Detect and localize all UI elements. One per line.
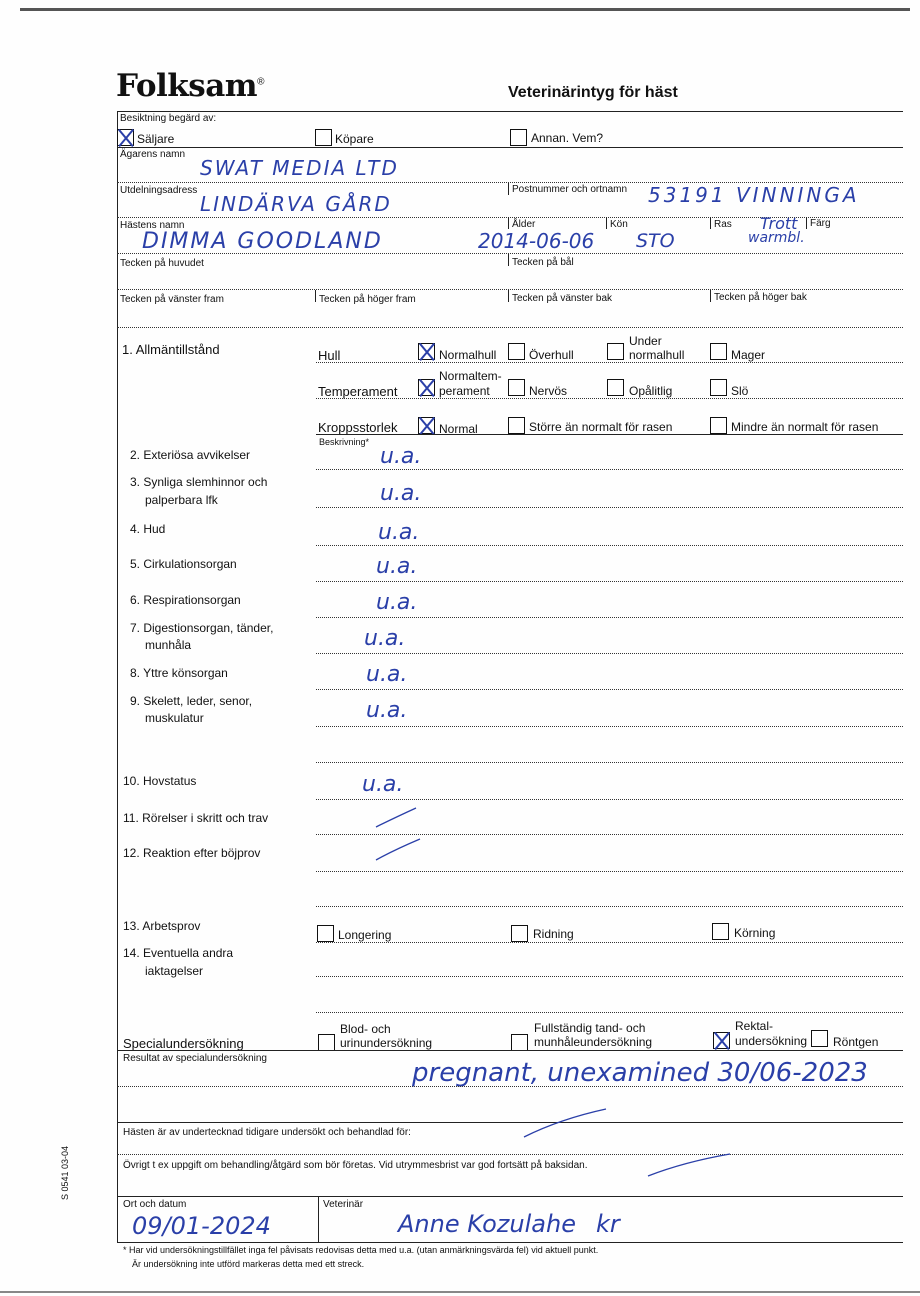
rectal-label: Rektal-	[735, 1019, 774, 1033]
row-line	[316, 799, 903, 800]
dental-checkbox[interactable]	[511, 1034, 528, 1051]
hull-label: Hull	[318, 348, 341, 363]
row-line	[316, 507, 903, 508]
row-line	[316, 545, 903, 546]
undernormalhull-checkbox[interactable]	[607, 343, 624, 360]
saljare-checkbox[interactable]	[117, 129, 134, 146]
general-heading: 1. Allmäntillstånd	[122, 342, 220, 357]
row-line	[316, 362, 903, 363]
row-line	[316, 726, 903, 727]
row-line	[117, 289, 903, 290]
age-label: Ålder	[512, 219, 536, 230]
section-9-label2: muskulatur	[145, 711, 204, 725]
bottom-edge-line	[0, 1291, 920, 1293]
kroppsstorlek-label: Kroppsstorlek	[318, 420, 398, 435]
postal-value[interactable]: 53191 VINNINGA	[648, 183, 860, 207]
section-8-label: 8. Yttre könsorgan	[130, 666, 228, 680]
row-line	[316, 871, 903, 872]
head-markings-label: Tecken på huvudet	[120, 258, 204, 269]
normal-size-checkbox[interactable]	[418, 417, 435, 434]
other-obs-label: 14. Eventuella andra	[123, 946, 234, 960]
top-edge-line	[20, 8, 910, 11]
row-line	[117, 1242, 903, 1243]
arbetsprov-label: 13. Arbetsprov	[123, 919, 201, 933]
slo-checkbox[interactable]	[710, 379, 727, 396]
row-line	[117, 147, 903, 148]
divider	[508, 217, 509, 229]
row-line	[316, 906, 903, 907]
section-9-label: 9. Skelett, leder, senor,	[130, 694, 253, 708]
age-value[interactable]: 2014-06-06	[478, 229, 595, 253]
annan-label: Annan. Vem?	[531, 131, 604, 145]
row-line	[316, 942, 903, 943]
korning-label: Körning	[734, 926, 776, 940]
kopare-checkbox[interactable]	[315, 129, 332, 146]
dash-stroke-11	[372, 805, 420, 831]
ridning-label: Ridning	[533, 927, 574, 941]
normal-size-label: Normal	[439, 422, 478, 436]
blood-urine-checkbox[interactable]	[318, 1034, 335, 1051]
section-4-label: 4. Hud	[130, 522, 166, 536]
oral-label: munhåleundersökning	[534, 1035, 653, 1049]
section-4-value[interactable]: u.a.	[378, 520, 420, 545]
rectal-checkbox[interactable]	[713, 1032, 730, 1049]
dash-stroke-previous	[520, 1105, 610, 1141]
breed-value-2[interactable]: warmbl.	[748, 230, 805, 246]
section-7-value[interactable]: u.a.	[364, 626, 406, 651]
vet-signature: Anne Kozulahe kr	[398, 1210, 620, 1238]
row-line	[316, 1012, 903, 1013]
row-line	[316, 581, 903, 582]
ridning-checkbox[interactable]	[511, 925, 528, 942]
besiktning-label: Besiktning begärd av:	[120, 113, 217, 124]
section-11-label: 11. Rörelser i skritt och trav	[123, 811, 269, 825]
mager-checkbox[interactable]	[710, 343, 727, 360]
row-line	[316, 398, 903, 399]
result-label: Resultat av specialundersökning	[123, 1053, 267, 1064]
section-5-label: 5. Cirkulationsorgan	[130, 557, 237, 571]
row-line	[316, 434, 903, 435]
row-line	[117, 327, 903, 328]
left-back-label: Tecken på vänster bak	[512, 293, 613, 304]
perament-label: perament	[439, 384, 490, 398]
overhull-label: Överhull	[529, 348, 574, 362]
normalhull-checkbox[interactable]	[418, 343, 435, 360]
divider	[315, 290, 316, 302]
longering-checkbox[interactable]	[317, 925, 334, 942]
place-date-value[interactable]: 09/01-2024	[132, 1212, 271, 1240]
row-line	[316, 469, 903, 470]
right-back-label: Tecken på höger bak	[714, 292, 807, 303]
rontgen-label: Röntgen	[833, 1035, 879, 1049]
normaltemp-label: Normaltem-	[439, 369, 502, 383]
section-2-label: 2. Exteriösa avvikelser	[130, 448, 251, 462]
saljare-label: Säljare	[137, 132, 175, 146]
folksam-logo: Folksam®	[116, 68, 264, 104]
address-value[interactable]: LINDÄRVA GÅRD	[200, 192, 392, 216]
form-title: Veterinärintyg för häst	[508, 84, 678, 101]
rontgen-checkbox[interactable]	[811, 1030, 828, 1047]
longering-label: Longering	[338, 928, 392, 942]
larger-label: Större än normalt för rasen	[529, 420, 673, 434]
smaller-label: Mindre än normalt för rasen	[731, 420, 879, 434]
opalitlig-label: Opålitlig	[629, 384, 673, 398]
footnote-line2: Är undersökning inte utförd markeras detta med ett streck.	[132, 1259, 365, 1269]
divider	[508, 254, 509, 266]
section-6-value[interactable]: u.a.	[376, 590, 418, 615]
dash-stroke-12	[372, 836, 424, 864]
row-line	[316, 762, 903, 763]
section-3-label2: palperbara lfk	[145, 493, 218, 507]
nervos-label: Nervös	[529, 384, 568, 398]
section-2-value[interactable]: u.a.	[380, 444, 422, 469]
section-7-label2: munhåla	[145, 638, 192, 652]
section-12-label: 12. Reaktion efter böjprov	[123, 846, 261, 860]
section-9-value[interactable]: u.a.	[366, 698, 408, 723]
overhull-checkbox[interactable]	[508, 343, 525, 360]
section-10-label: 10. Hovstatus	[123, 774, 197, 788]
frame-top	[117, 111, 903, 112]
dash-stroke-ovrigt	[644, 1150, 734, 1180]
row-line	[117, 1050, 903, 1051]
row-line	[117, 1122, 903, 1123]
divider	[606, 217, 607, 229]
row-line	[316, 689, 903, 690]
sex-value[interactable]: STO	[636, 230, 675, 252]
normalhull-label: Normalhull	[439, 348, 497, 362]
row-line	[316, 976, 903, 977]
form-code: S 0541 03-04	[60, 1145, 70, 1200]
section-6-label: 6. Respirationsorgan	[130, 593, 241, 607]
row-line	[117, 1154, 903, 1155]
section-3-label: 3. Synliga slemhinnor och	[130, 475, 268, 489]
mager-label: Mager	[731, 348, 766, 362]
section-8-value[interactable]: u.a.	[366, 662, 408, 687]
footnote-line1: * Har vid undersökningstillfället inga fel påvisats redovisas detta med u.a. (utan anmärkningsvärda fel) vid aktuell punkt.	[123, 1245, 599, 1255]
under-label: Under	[629, 334, 662, 348]
previous-label: Hästen är av undertecknad tidigare undersökt och behandlad för:	[123, 1127, 411, 1138]
row-line	[316, 617, 903, 618]
normalhull2-label: normalhull	[629, 348, 685, 362]
opalitlig-checkbox[interactable]	[607, 379, 624, 396]
horse-name-value[interactable]: DIMMA GOODLAND	[142, 229, 383, 254]
breed-label: Ras	[714, 219, 732, 230]
smaller-checkbox[interactable]	[710, 417, 727, 434]
divider	[710, 290, 711, 302]
normaltemp-checkbox[interactable]	[418, 379, 435, 396]
divider	[318, 1197, 319, 1242]
divider	[710, 217, 711, 229]
color-label: Färg	[810, 218, 831, 229]
section-3-value[interactable]: u.a.	[380, 481, 422, 506]
ovrigt-label: Övrigt t ex uppgift om behandling/åtgärd som bör företas. Vid utrymmesbrist var god fortsätt på baksidan.	[123, 1160, 588, 1171]
place-date-label: Ort och datum	[123, 1199, 187, 1210]
breed-value-1[interactable]: Trott	[760, 214, 798, 233]
special-label: Specialundersökning	[123, 1036, 244, 1051]
body-markings-label: Tecken på bål	[512, 257, 574, 268]
divider	[508, 290, 509, 302]
dental-label: Fullständig tand- och	[534, 1021, 646, 1035]
section-10-value[interactable]: u.a.	[362, 772, 404, 797]
postal-label: Postnummer och ortnamn	[512, 184, 628, 195]
rectal2-label: undersökning	[735, 1034, 808, 1048]
address-label: Utdelningsadress	[120, 185, 198, 196]
owner-label: Ägarens namn	[120, 149, 186, 160]
row-line	[316, 834, 903, 835]
section-7-label: 7. Digestionsorgan, tänder,	[130, 621, 274, 635]
other-obs-label2: iaktagelser	[145, 964, 204, 978]
owner-value[interactable]: SWAT MEDIA LTD	[200, 156, 399, 180]
right-front-label: Tecken på höger fram	[319, 294, 416, 305]
row-line	[117, 1196, 903, 1197]
divider	[806, 217, 807, 229]
left-front-label: Tecken på vänster fram	[120, 294, 224, 305]
blood-label: Blod- och	[340, 1022, 391, 1036]
row-line	[117, 253, 903, 254]
annan-checkbox[interactable]	[510, 129, 527, 146]
larger-checkbox[interactable]	[508, 417, 525, 434]
section-5-value[interactable]: u.a.	[376, 554, 418, 579]
urine-label: urinundersökning	[340, 1036, 433, 1050]
slo-label: Slö	[731, 384, 749, 398]
korning-checkbox[interactable]	[712, 923, 729, 940]
divider	[508, 183, 509, 195]
kopare-label: Köpare	[335, 132, 374, 146]
row-line	[117, 1086, 903, 1087]
beskrivning-label: Beskrivning*	[319, 437, 370, 447]
temperament-label: Temperament	[318, 384, 398, 399]
row-line	[316, 653, 903, 654]
nervos-checkbox[interactable]	[508, 379, 525, 396]
vet-label: Veterinär	[323, 1199, 364, 1210]
sex-label: Kön	[610, 219, 628, 230]
horse-name-label: Hästens namn	[120, 220, 185, 231]
result-value[interactable]: pregnant, unexamined 30/06-2023	[412, 1058, 868, 1088]
frame-left	[117, 111, 118, 1242]
